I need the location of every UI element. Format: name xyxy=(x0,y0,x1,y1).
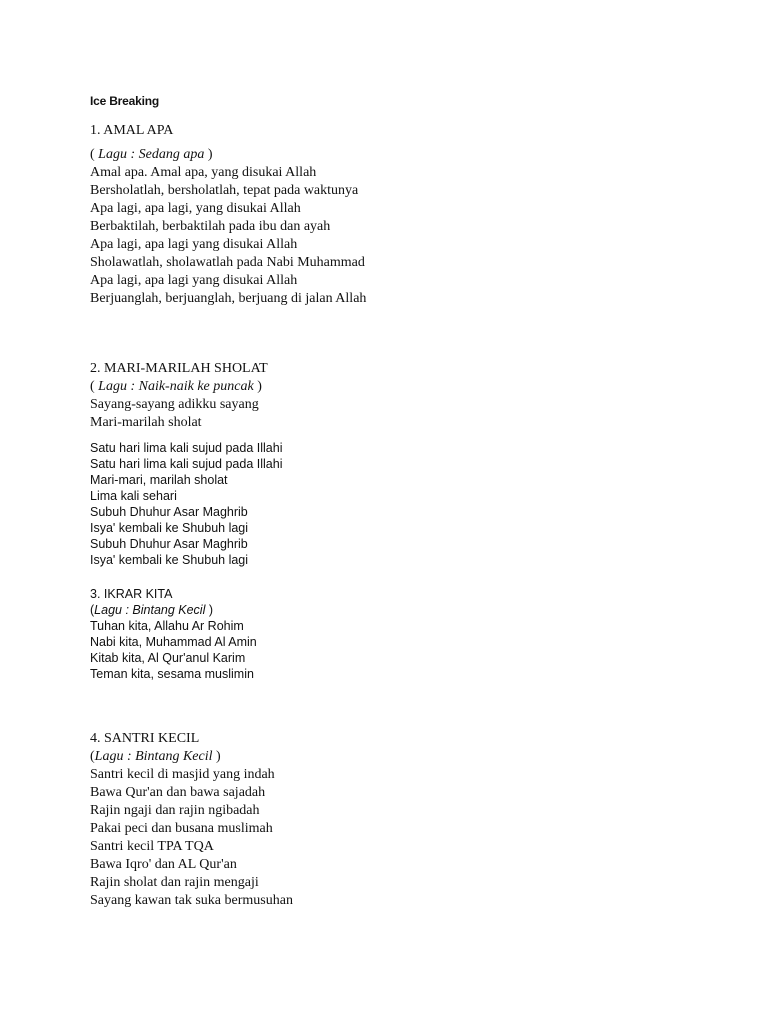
document-heading: Ice Breaking xyxy=(90,94,159,108)
song-title: 3. IKRAR KITA xyxy=(90,587,173,601)
song-title: 4. SANTRI KECIL xyxy=(90,731,200,746)
lyric-line: Santri kecil TPA TQA xyxy=(90,839,214,854)
lyric-line: Pakai peci dan busana muslimah xyxy=(90,821,273,836)
lyric-line: Apa lagi, apa lagi yang disukai Allah xyxy=(90,273,298,288)
song-melody-note: (Lagu : Bintang Kecil ) xyxy=(90,749,221,764)
lyric-line: Mari-marilah sholat xyxy=(90,415,202,430)
lyric-line: Berjuanglah, berjuanglah, berjuang di jalan Allah xyxy=(90,291,367,306)
song-melody-note: ( Lagu : Sedang apa ) xyxy=(90,147,213,162)
song-section xyxy=(90,122,366,308)
lyric-line: Satu hari lima kali sujud pada Illahi xyxy=(90,457,283,471)
lyric-line: Santri kecil di masjid yang indah xyxy=(90,767,275,782)
lyric-line: Bersholatlah, bersholatlah, tepat pada waktunya xyxy=(90,183,359,198)
lyric-line: Sayang-sayang adikku sayang xyxy=(90,397,259,412)
lyric-line: Nabi kita, Muhammad Al Amin xyxy=(90,635,257,649)
song-melody-note: (Lagu : Bintang Kecil ) xyxy=(90,603,214,617)
lyric-line: Sholawatlah, sholawatlah pada Nabi Muhammad xyxy=(90,255,365,270)
lyric-line: Sayang kawan tak suka bermusuhan xyxy=(90,893,293,908)
song-melody-note: ( Lagu : Naik-naik ke puncak ) xyxy=(90,379,262,394)
lyric-line: Kitab kita, Al Qur'anul Karim xyxy=(90,651,246,665)
lyric-line: Bawa Iqro' dan AL Qur'an xyxy=(90,857,237,872)
song-section xyxy=(90,586,257,682)
song-section xyxy=(90,360,282,568)
lyric-line: Teman kita, sesama muslimin xyxy=(90,667,254,681)
lyric-line: Isya' kembali ke Shubuh lagi xyxy=(90,553,249,567)
lyric-line: Amal apa. Amal apa, yang disukai Allah xyxy=(90,165,317,180)
lyric-line: Mari-mari, marilah sholat xyxy=(90,473,228,487)
lyric-line: Apa lagi, apa lagi yang disukai Allah xyxy=(90,237,298,252)
song-title: 1. AMAL APA xyxy=(90,123,174,138)
lyric-line: Berbaktilah, berbaktilah pada ibu dan ayah xyxy=(90,219,331,234)
lyric-line: Lima kali sehari xyxy=(90,489,177,503)
lyric-line: Rajin ngaji dan rajin ngibadah xyxy=(90,803,260,818)
song-section xyxy=(90,730,293,910)
lyric-line: Tuhan kita, Allahu Ar Rohim xyxy=(90,619,244,633)
lyric-line: Subuh Dhuhur Asar Maghrib xyxy=(90,537,248,551)
song-title: 2. MARI-MARILAH SHOLAT xyxy=(90,361,268,376)
lyric-line: Subuh Dhuhur Asar Maghrib xyxy=(90,505,248,519)
lyric-line: Satu hari lima kali sujud pada Illahi xyxy=(90,441,283,455)
lyric-line: Bawa Qur'an dan bawa sajadah xyxy=(90,785,266,800)
lyric-line: Rajin sholat dan rajin mengaji xyxy=(90,875,259,890)
lyric-line: Apa lagi, apa lagi, yang disukai Allah xyxy=(90,201,301,216)
lyric-line: Isya' kembali ke Shubuh lagi xyxy=(90,521,249,535)
